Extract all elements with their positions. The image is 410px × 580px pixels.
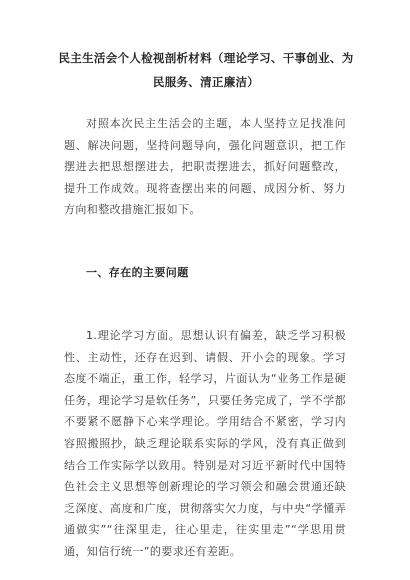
body-paragraph: 1.理论学习方面。思想认识有偏差，缺乏学习积极性、主动性，还存在迟到、请假、开小会的现象。学习态度不端正，重工作，轻学习，片面认为“业务工作是硬任务，理论学习是软任务”，只要任务完成了，学不学都不要紧不愿静下心来学理论。学用结合不紧密，学习内容照搬照抄，缺乏理论联系实际的学风，没有真正做到结合工作实际学以致用。特别是对习近平新时代中国特色社会主义思想等创新理论的学习领会和融会贯通还缺乏深度、高度和广度，贯彻落实欠力度，与中央“学懂弄通做实”“往深里走，往心里走，往实里走”“学思用贯通，知信行统一”的要求还有差距。 xyxy=(64,329,346,558)
section-heading: 一、存在的主要问题 xyxy=(86,266,189,279)
document-title: 民主生活会个人检视剖析材料（理论学习、干事创业、为民服务、清正廉洁） xyxy=(58,51,354,89)
intro-paragraph: 对照本次民主生活会的主题，本人坚持立足找准问题、解决问题，坚持问题导向，强化问题意识，把工作摆进去把思想摆进去，把职责摆进去，抓好问题整改，提升工作成效。现将查摆出来的问题、成因分析、努力方向和整改措施汇报如下。 xyxy=(64,117,346,217)
